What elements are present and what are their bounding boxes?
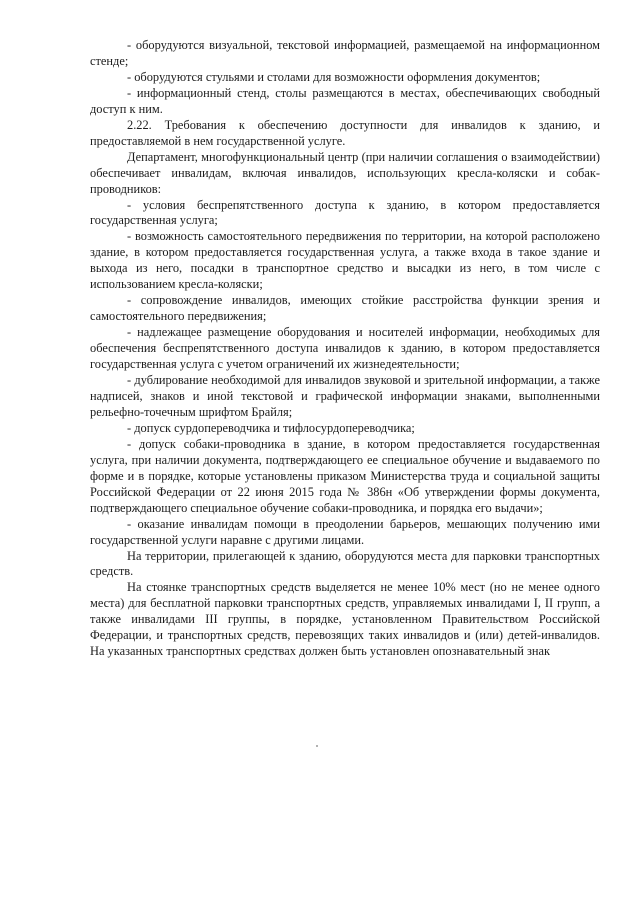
list-item: - информационный стенд, столы размещаются в местах, обеспечивающих свободный доступ к ним. — [90, 85, 600, 116]
list-item: - дублирование необходимой для инвалидов звуковой и зрительной информации, а также надписей, знаков и иной текстовой и графической информации знаками, выполненными рельефно-точечным шрифтом Брайля; — [90, 373, 600, 419]
document-body — [90, 38, 600, 660]
list-item: - допуск собаки-проводника в здание, в котором предоставляется государственная услуга, при наличии документа, подтверждающего ее специальное обучение и выдаваемого по форме и в порядке, которые установлены приказом Министерства труда и социальной защиты Российской Федерации от 22 июня 2015 года № 386н «Об утверждении формы документа, подтверждающего специальное обучение собаки-проводника, и порядка его выдачи»; — [90, 436, 600, 515]
list-item: - оборудуются визуальной, текстовой информацией, размещаемой на информационном стенде; — [90, 38, 600, 68]
list-item: - возможность самостоятельного передвижения по территории, на которой расположено здание, в котором предоставляется государственная услуга, а также входа в такое здание и выхода из него, посадки в транспортное средство и высадки из него, в том числе с использованием кресла-коляски; — [90, 229, 600, 292]
list-item: - условия беспрепятственного доступа к зданию, в котором предоставляется государственная услуга; — [90, 197, 600, 228]
list-item: - надлежащее размещение оборудования и носителей информации, необходимых для обеспечения беспрепятственного доступа инвалидов к зданию, в котором предоставляется государственная услуга с учетом ограничений их жизнедеятельности; — [90, 325, 600, 372]
paragraph: На стоянке транспортных средств выделяется не менее 10% мест (но не менее одного места) для бесплатной парковки транспортных средств, управляемых инвалидами I, II групп, а также инвалидами III группы, в порядке, установленном Правительством Российской Федерации, и транспортных средств, перевозящих таких инвалидов и (или) детей-инвалидов. На указанных транспортных средствах должен быть установлен опознавательный знак — [90, 580, 600, 659]
list-item: - сопровождение инвалидов, имеющих стойкие расстройства функции зрения и самостоятельного передвижения; — [90, 293, 600, 324]
list-item: - оборудуются стульями и столами для возможности оформления документов; — [127, 69, 541, 84]
scan-speck — [316, 745, 318, 747]
list-item: - оказание инвалидам помощи в преодолении барьеров, мешающих получению ими государственной услуги наравне с другими лицами. — [90, 516, 600, 547]
section-heading: 2.22. Требования к обеспечению доступности для инвалидов к зданию, и предоставляемой в нем государственной услуге. — [90, 117, 600, 148]
list-item: - допуск сурдопереводчика и тифлосурдопереводчика; — [127, 420, 415, 435]
paragraph: Департамент, многофункциональный центр (при наличии соглашения о взаимодействии) обеспечивает инвалидам, включая инвалидов, использующих кресла-коляски и собак-проводников: — [90, 149, 600, 196]
paragraph: На территории, прилегающей к зданию, оборудуются места для парковки транспортных средств. — [90, 548, 600, 579]
